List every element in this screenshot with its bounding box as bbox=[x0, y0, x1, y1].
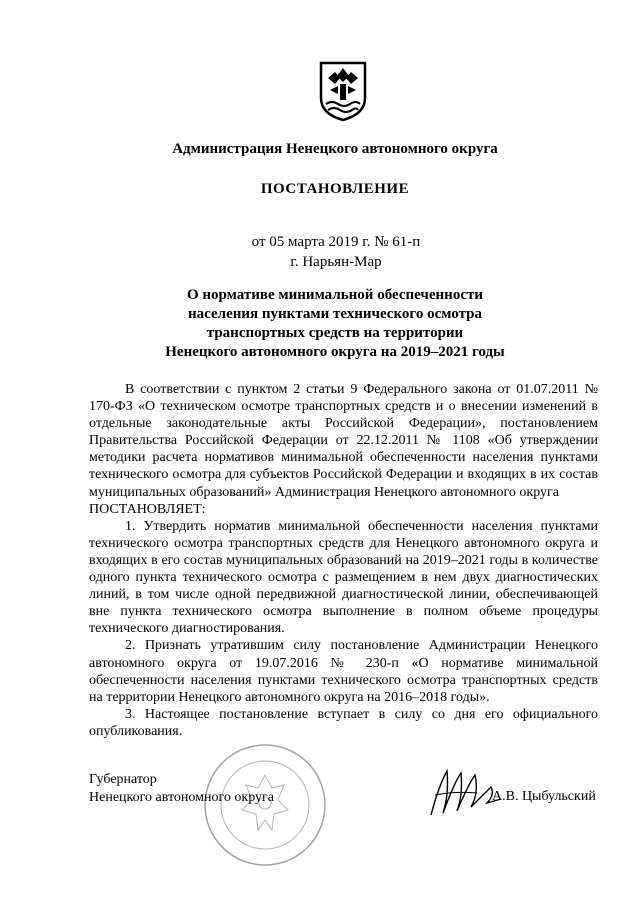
resolves-heading: ПОСТАНОВЛЯЕТ: bbox=[89, 501, 206, 517]
coat-of-arms-emblem bbox=[318, 60, 368, 122]
signatory-name: А.В. Цыбульский bbox=[492, 789, 596, 804]
item-1-paragraph: 1. Утвердить норматив минимальной обеспеченности населения пунктами технического осмотра транспортных средств для Ненецкого автономного округа и входящих в его состав муниципальных образований на 2019–2021 годы в количестве одного пункта технического осмотра с размещением в нем двух диагностических линий, в том числе одной передвижной диагностической линии, обеспечивающей вне пункта технического осмотра выполнение в полном объеме процедуры технического диагностирования. bbox=[89, 518, 598, 637]
item-3-paragraph: 3. Настоящее постановление вступает в силу со дня его официального опубликования. bbox=[89, 706, 598, 739]
document-type: ПОСТАНОВЛЕНИЕ bbox=[260, 181, 410, 197]
signatory-position-line-2: Ненецкого автономного округа bbox=[89, 790, 274, 805]
intro-paragraph: В соответствии с пунктом 2 статьи 9 Федерального закона от 01.07.2011 № 170-ФЗ «О техническом осмотре транспортных средств и о внесении изменений в отдельные законодательные акты Российской Федерации», постановлением Правительства Российской Федерации от 22.12.2011 № 1108 «Об утверждении методики расчета нормативов минимальной обеспеченности населения пунктами технического осмотра для субъектов Российской Федерации и входящих в их состав муниципальных образований» Администрация Ненецкого автономного округа bbox=[89, 382, 598, 500]
signatory-position-line-1: Губернатор bbox=[89, 772, 157, 787]
organization-name: Администрация Ненецкого автономного округа bbox=[172, 141, 498, 157]
document-place: г. Нарьян-Мар bbox=[290, 254, 382, 270]
item-2-paragraph: 2. Признать утратившим силу постановление Администрации Ненецкого автономного округа от 19.07.2016 № 230-п «О нормативе минимальной обеспеченности населения пунктами технического осмотра транспортных средств на территории Ненецкого автономного округа на 2016–2018 годы». bbox=[89, 638, 598, 705]
document-body bbox=[89, 381, 598, 740]
title-line-4: Ненецкого автономного округа на 2019–2021 годы bbox=[165, 344, 505, 360]
title-line-2: населения пунктами технического осмотра bbox=[188, 306, 482, 322]
signatory-position bbox=[89, 771, 274, 807]
document-date-number: от 05 марта 2019 г. № 61-п bbox=[251, 234, 421, 250]
title-line-1: О нормативе минимальной обеспеченности bbox=[187, 287, 483, 303]
document-title bbox=[0, 286, 640, 362]
title-line-3: транспортных средств на территории bbox=[206, 325, 464, 341]
